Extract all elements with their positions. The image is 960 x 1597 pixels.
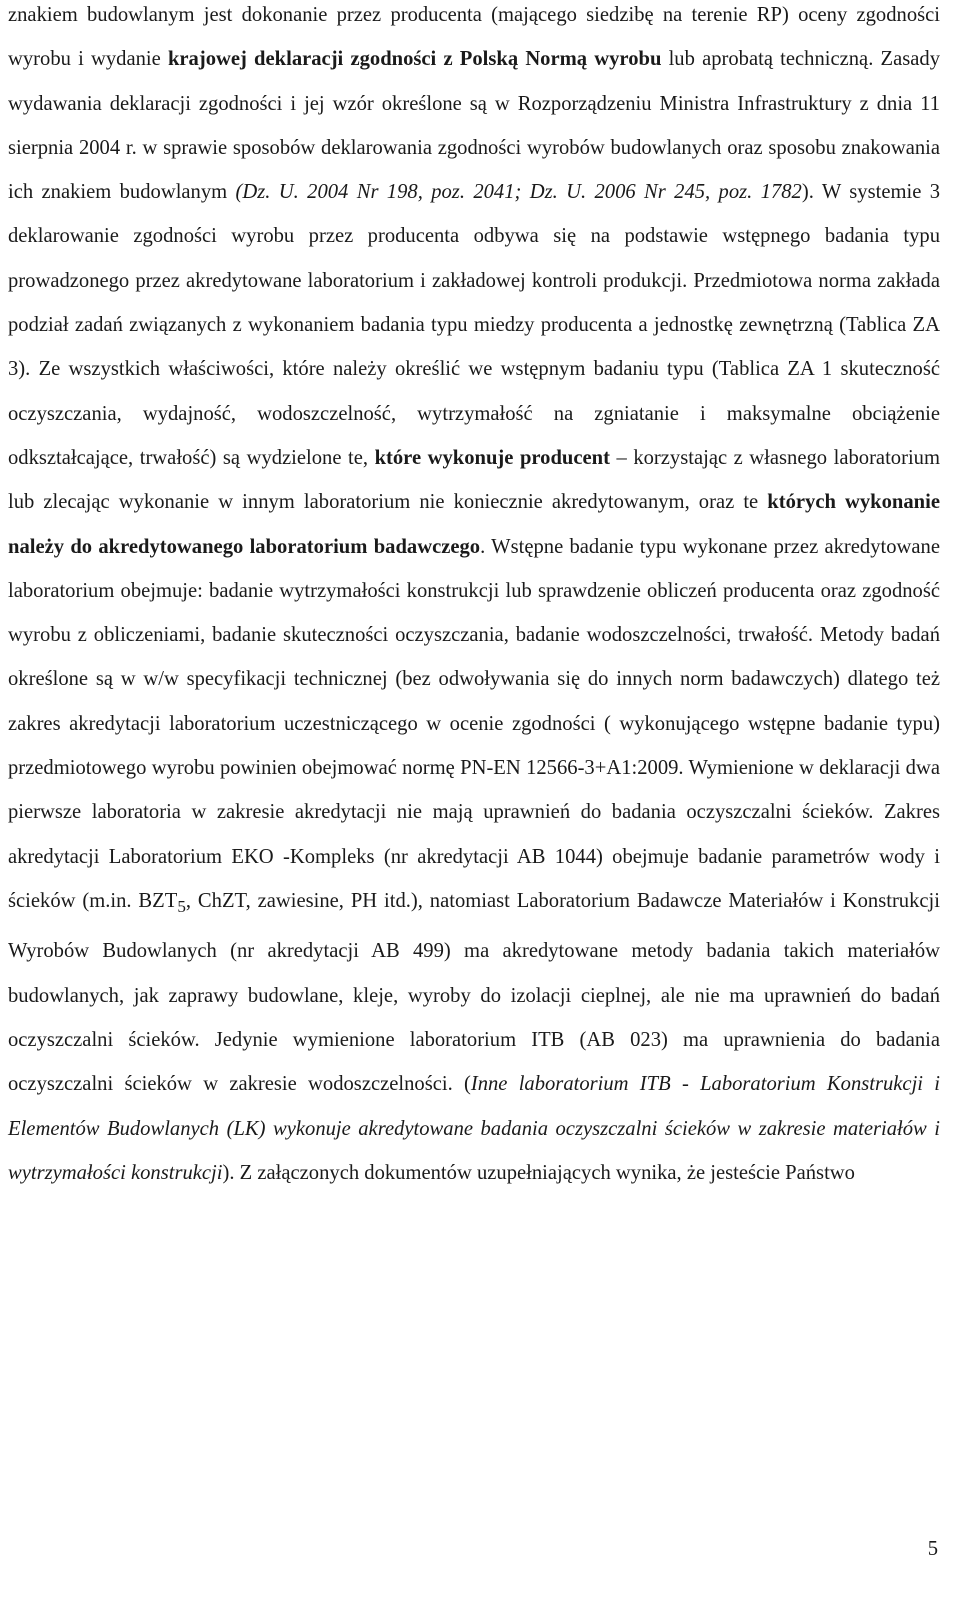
text-segment: znakiem budowlanym jest dokonanie przez producenta (mającego siedzibę na terenie RP) oceny zgodności wyrobu i wydanie	[8, 4, 940, 71]
bold-text-segment: których wykonanie należy do akredytowanego laboratorium badawczego	[8, 491, 940, 558]
text-segment: – korzystając z własnego laboratorium lub zlecając wykonanie w innym laboratorium nie koniecznie akredytowanym, oraz te	[8, 446, 940, 514]
italic-citation: (Dz. U. 2004 Nr 198, poz. 2041; Dz. U. 2006 Nr 245, poz. 1782	[235, 181, 802, 204]
text-segment: . Wstępne badanie typu wykonane przez akredytowane laboratorium obejmuje: badanie wytrzymałości konstrukcji lub sprawdzenie obliczeń producenta oraz zgodność wyrobu z obliczeniami, badanie skuteczności oczyszczania, badanie wodoszczelności, trwałość. Metody badań określone są w w/w specyfikacji technicznej (bez odwoływania się do innych norm badawczych) dlatego też zakres akredytacji laboratorium uczestniczącego w ocenie zgodności ( wykonującego wstępne badanie typu) przedmiotowego wyrobu powinien obejmować normę PN-EN 12566-3+A1:2009. Wymienione w deklaracji dwa pierwsze laboratoria w zakresie akredytacji nie mają uprawnień do badania oczyszczalni ścieków. Zakres akredytacji Laboratorium EKO -Kompleks (nr akredytacji AB 1044) obejmuje badanie parametrów wody i ścieków (m.in. BZT	[8, 535, 940, 912]
subscript: 5	[177, 897, 186, 917]
body-paragraph	[8, 0, 940, 1195]
italic-text-segment: Inne laboratorium ITB - Laboratorium Konstrukcji i Elementów Budowlanych (LK) wykonuje akredytowane badania oczyszczalni ścieków w zakresie materiałów i wytrzymałości konstrukcji	[8, 1073, 940, 1184]
text-segment: , ChZT, zawiesine, PH itd.), natomiast Laboratorium Badawcze Materiałów i Konstrukcji Wyrobów Budowlanych (nr akredytacji AB 499) ma akredytowane metody badania takich materiałów budowlanych, jak zaprawy budowlane, kleje, wyroby do izolacji cieplnej, ale nie ma uprawnień do badań oczyszczalni ścieków. Jedynie wymienione laboratorium ITB (AB 023) ma uprawnienia do badania oczyszczalni ścieków w zakresie wodoszczelności. (	[8, 889, 940, 1096]
text-segment: ). W systemie 3 deklarowanie zgodności wyrobu przez producenta odbywa się na podstawie wstępnego badania typu prowadzonego przez akredytowane laboratorium i zakładowej kontroli produkcji. Przedmiotowa norma zakłada podział zadań związanych z wykonaniem badania typu miedzy producenta a jednostkę zewnętrzną (Tablica ZA 3). Ze wszystkich właściwości, które należy określić we wstępnym badaniu typu (Tablica ZA 1 skuteczność oczyszczania, wydajność, wodoszczelność, wytrzymałość na zgniatanie i maksymalne obciążenie odkształcające, trwałość) są wydzielone te,	[8, 181, 940, 469]
page-number: 5	[927, 1538, 938, 1560]
bold-text-segment: krajowej deklaracji zgodności z Polską Normą wyrobu	[167, 48, 662, 71]
bold-text-segment: które wykonuje producent	[374, 446, 610, 469]
text-segment: lub aprobatą techniczną. Zasady wydawania deklaracji zgodności i jej wzór określone są w Rozporządzeniu Ministra Infrastruktury z dnia 11 sierpnia 2004 r. w sprawie sposobów deklarowania zgodności wyrobów budowlanych oraz sposobu znakowania ich znakiem budowlanym	[8, 48, 940, 204]
text-segment: ). Z załączonych dokumentów uzupełniających wynika, że jesteście Państwo	[222, 1161, 855, 1184]
